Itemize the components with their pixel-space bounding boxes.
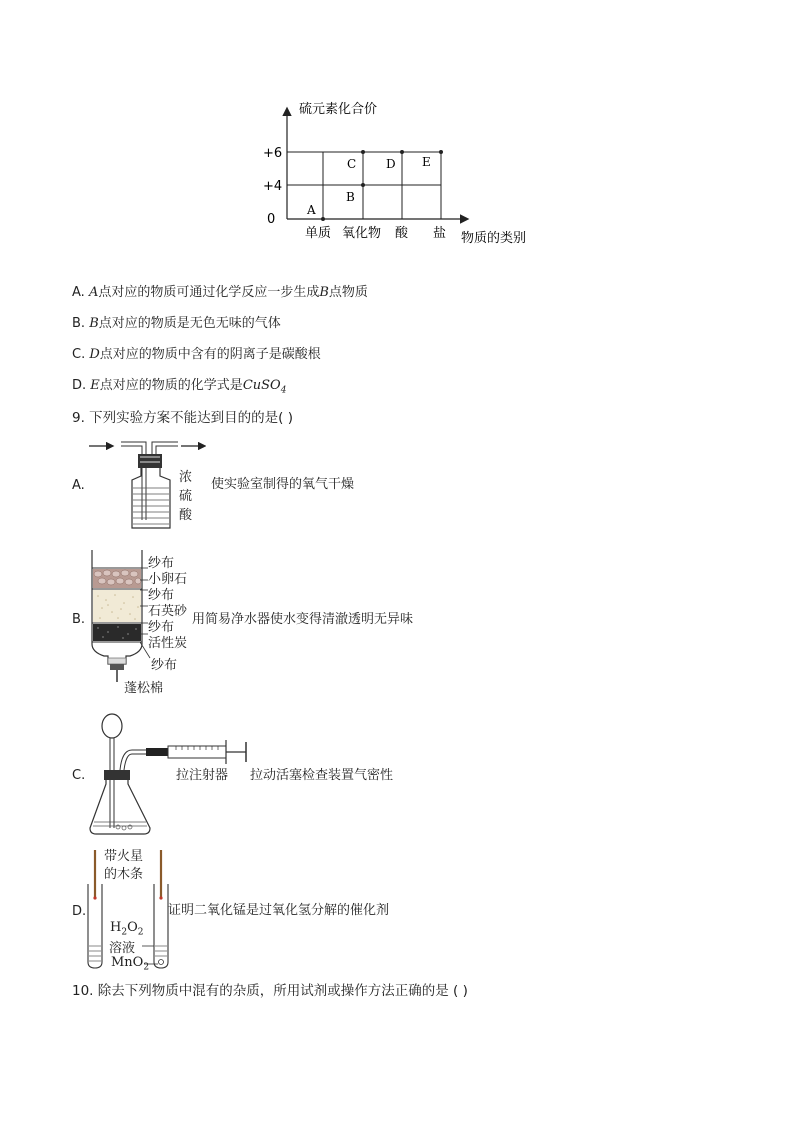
- y-tick-0: 0: [267, 212, 276, 227]
- option-variable: A: [88, 285, 99, 300]
- point-D-dot: [400, 150, 404, 154]
- q9-option-d-letter[interactable]: D.: [72, 904, 87, 919]
- q9-option-b-description: 用简易净水器使水变得清澈透明无异味: [192, 612, 414, 627]
- point-A-label: A: [307, 203, 316, 217]
- point-C-label: C: [347, 157, 357, 171]
- option-text: 点对应的物质的化学式是: [99, 378, 243, 393]
- syringe-barrel: [168, 746, 226, 758]
- option-text: 点物质: [328, 285, 368, 300]
- x-category-oxide: 氧化物: [342, 226, 382, 241]
- chemical-formula: CuSO: [242, 378, 281, 393]
- question-9-stem: 9. 下列实验方案不能达到目的的是( ): [72, 410, 293, 426]
- y-tick-4: +4: [263, 179, 283, 194]
- q8-option-b[interactable]: [72, 315, 281, 333]
- layer-label-gauze-bottom: 纱布: [151, 658, 178, 673]
- dropping-funnel-bulb: [102, 714, 122, 738]
- flask-stopper: [104, 770, 130, 780]
- option-text: 点对应的物质是无色无味的气体: [98, 316, 281, 331]
- point-B-label: B: [346, 190, 355, 204]
- rubber-tube: [146, 748, 168, 756]
- option-letter: C.: [72, 347, 86, 362]
- q8-option-a[interactable]: [72, 284, 368, 302]
- layer-label-gauze: 纱布: [148, 588, 175, 603]
- reagent-char: 硫: [179, 489, 193, 504]
- option-variable: B: [319, 285, 329, 300]
- q9-option-b-letter[interactable]: B.: [72, 612, 86, 627]
- cotton-label: 蓬松棉: [124, 681, 164, 696]
- concentrated-sulfuric-acid-label: [179, 468, 195, 525]
- q9-option-c-letter[interactable]: C.: [72, 768, 86, 783]
- option-letter: A.: [72, 285, 85, 300]
- valence-chart: [255, 95, 545, 255]
- x-category-element: 单质: [305, 226, 332, 241]
- point-C-dot: [361, 150, 365, 154]
- formula-subscript: 4: [280, 385, 287, 396]
- quartz-sand-layer: [93, 590, 141, 622]
- option-variable: D: [89, 347, 100, 362]
- cotton: [108, 658, 126, 664]
- point-E-dot: [439, 150, 443, 154]
- layer-label-gauze: 纱布: [148, 620, 175, 635]
- purifier-layer-labels: [148, 556, 187, 652]
- q9-option-d-description: 证明二氧化锰是过氧化氢分解的催化剂: [168, 903, 390, 918]
- h2o2-label: [110, 920, 143, 938]
- solution-label: 溶液: [109, 941, 136, 956]
- glowing-splint-line1: 带火星: [104, 849, 144, 864]
- reagent-char: 酸: [179, 508, 193, 523]
- bottle: [132, 468, 170, 528]
- h2o2-sub: 2: [121, 927, 128, 938]
- layer-label-quartz-sand: 石英砂: [148, 604, 188, 619]
- layer-label-activated-carbon: 活性炭: [148, 636, 188, 651]
- y-axis-title: 硫元素化合价: [299, 102, 378, 117]
- q9-option-a-letter[interactable]: A.: [72, 478, 85, 493]
- option-variable: E: [90, 378, 100, 393]
- option-variable: B: [89, 316, 99, 331]
- layer-label-gauze: 纱布: [148, 556, 175, 571]
- q9-option-c-description: 拉动活塞检查装置气密性: [250, 768, 394, 783]
- point-A-dot: [321, 217, 325, 221]
- glowing-splint-line2: 的木条: [104, 867, 144, 882]
- point-B-dot: [361, 183, 365, 187]
- option-text: 点对应的物质可通过化学反应一步生成: [98, 285, 320, 300]
- y-tick-6: +6: [263, 146, 283, 161]
- reagent-char: 浓: [179, 470, 193, 485]
- activated-carbon-layer: [93, 624, 141, 641]
- h2o2-h: H: [110, 920, 122, 935]
- option-letter: D.: [72, 378, 87, 393]
- sulfuric-acid-liquid: [133, 488, 169, 524]
- layer-label-pebbles: 小卵石: [148, 572, 188, 587]
- point-E-label: E: [422, 155, 431, 169]
- x-category-acid: 酸: [395, 226, 409, 241]
- q8-option-d[interactable]: [72, 377, 286, 400]
- question-10-stem: 10. 除去下列物质中混有的杂质，所用试剂或操作方法正确的是 ( ): [72, 983, 468, 999]
- mno2-label: [111, 955, 149, 973]
- option-letter: B.: [72, 316, 86, 331]
- water-purifier-diagram: [88, 548, 148, 684]
- h2o2-o: O: [127, 920, 138, 935]
- h2o2-sub2: 2: [137, 927, 144, 938]
- x-axis-title: 物质的类别: [461, 231, 527, 246]
- mno2-formula: MnO: [111, 955, 144, 970]
- q9-option-a-description: 使实验室制得的氧气干燥: [211, 477, 355, 492]
- point-D-label: D: [386, 157, 396, 171]
- airtightness-check-diagram: [88, 710, 253, 840]
- mno2-sub: 2: [143, 962, 150, 973]
- syringe-label: 拉注射器: [176, 768, 229, 783]
- x-category-salt: 盐: [433, 226, 447, 241]
- option-text: 点对应的物质中含有的阴离子是碳酸根: [99, 347, 321, 362]
- q8-option-c[interactable]: [72, 346, 321, 364]
